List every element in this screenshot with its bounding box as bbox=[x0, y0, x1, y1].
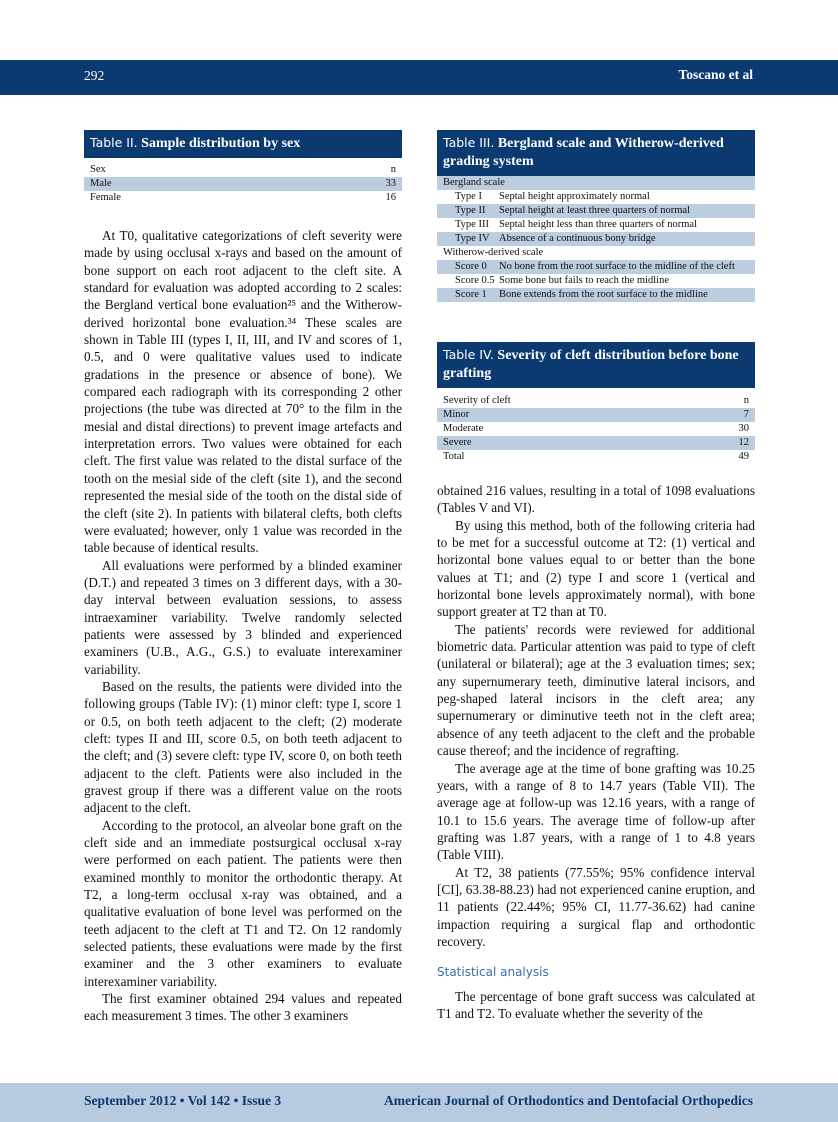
left-column bbox=[84, 227, 402, 1025]
cell: Type I bbox=[455, 191, 482, 202]
table-title bbox=[437, 342, 755, 388]
col-header: Sex bbox=[90, 164, 106, 175]
paragraph: Based on the results, the patients were divided into the following groups (Table IV): (1) minor cleft: type I, score 1 or 0.5, on both teeth adjacent to the cleft; (2) moderate cleft: types II and III, score 0.5, on both teeth adjacent to the cleft; and (3) severe cleft: type IV, score 0, on both teeth adjacent to the cleft. Patients were also included in the gravest group if there was a different value on the roots adjacent to the cleft. bbox=[84, 678, 402, 816]
table-caption: Bergland scale and Witherow-derived grading system bbox=[443, 136, 724, 169]
table-2 bbox=[84, 130, 402, 205]
cell: 30 bbox=[738, 423, 749, 434]
right-column bbox=[437, 482, 755, 1022]
cell: Type IV bbox=[455, 233, 490, 244]
paragraph: All evaluations were performed by a blinded examiner (D.T.) and repeated 3 times on 3 different days, with a 30-day interval between evaluation sessions, to assess intraexaminer variability. Twelve randomly selected patients were assessed by 3 blinded and experienced examiners (U.B., A.G., G.S.) to evaluate interexaminer variability. bbox=[84, 557, 402, 677]
table-row bbox=[437, 190, 755, 204]
cell: Bone extends from the root surface to the midline bbox=[499, 289, 708, 300]
journal-name: American Journal of Orthodontics and Dentofacial Orthopedics bbox=[384, 1093, 753, 1108]
section-row: Bergland scale bbox=[437, 176, 755, 190]
cell: Some bone but fails to reach the midline bbox=[499, 275, 669, 286]
table-label: Table III. bbox=[443, 135, 495, 150]
table-label: Table II. bbox=[90, 135, 138, 150]
issue-info: September 2012 • Vol 142 • Issue 3 bbox=[84, 1093, 282, 1108]
table-row bbox=[84, 191, 402, 205]
cell: Type II bbox=[455, 205, 486, 216]
cell: 12 bbox=[738, 437, 749, 448]
table-title bbox=[84, 130, 402, 158]
table-row bbox=[437, 260, 755, 274]
paragraph: At T2, 38 patients (77.55%; 95% confidence interval [CI], 63.38-88.23) had not experienced canine eruption, and 11 patients (22.44%; 95% CI, 11.77-36.62) had canine impaction requiring a surgical flap and orthodontic recovery. bbox=[437, 864, 755, 949]
cell: Total bbox=[443, 451, 465, 462]
table-row bbox=[437, 232, 755, 246]
paragraph: By using this method, both of the following criteria had to be met for a successful outcome at T2: (1) vertical and horizontal bone values equal to or better than the bone values at T1; and (2) type I and score 1 (vertical and horizontal bone levels approximately normal), with bone support greater at T2 than at T0. bbox=[437, 517, 755, 620]
cell: Score 1 bbox=[455, 289, 487, 300]
table-row bbox=[437, 408, 755, 422]
table-row bbox=[437, 204, 755, 218]
cell: Type III bbox=[455, 219, 489, 230]
paragraph: obtained 216 values, resulting in a total of 1098 evaluations (Tables V and VI). bbox=[437, 483, 755, 516]
table-row bbox=[437, 450, 755, 464]
paragraph: The percentage of bone graft success was calculated at T1 and T2. To evaluate whether the severity of the bbox=[437, 988, 755, 1021]
paragraph: The first examiner obtained 294 values and repeated each measurement 3 times. The other 3 examiners bbox=[84, 991, 402, 1024]
table-row bbox=[437, 422, 755, 436]
section-row: Witherow-derived scale bbox=[443, 247, 544, 258]
paragraph: According to the protocol, an alveolar bone graft on the cleft side and an immediate postsurgical occlusal x-ray were performed on each patient. The patients were then examined monthly to monitor the orthodontic therapy. At T2, a long-term occlusal x-ray was obtained, and a qualitative evaluation of bone level was performed on the teeth adjacent to the cleft at T1 and T2. On 12 randomly selected patients, these evaluations were made by the first examiner and the 3 other examiners to evaluate interexaminer variability. bbox=[84, 817, 402, 989]
col-header: n bbox=[743, 395, 749, 406]
cell: 33 bbox=[385, 178, 396, 189]
section-heading: Statistical analysis bbox=[437, 965, 549, 980]
table-caption: Sample distribution by sex bbox=[141, 136, 301, 151]
running-authors: Toscano et al bbox=[678, 67, 753, 82]
cell: Score 0.5 bbox=[455, 275, 495, 286]
table-row bbox=[437, 436, 755, 450]
paragraph: The average age at the time of bone grafting was 10.25 years, with a range of 8 to 14.7 years (Table VII). The average age at follow-up was 12.16 years, with a range of 10.1 to 15.6 years. The average time of follow-up after grafting was 1.87 years, with a range of 1 to 4.8 years (Table VIII). bbox=[437, 760, 755, 863]
table-row bbox=[437, 218, 755, 232]
page-number: 292 bbox=[84, 68, 105, 83]
cell: Female bbox=[90, 192, 121, 203]
cell: 49 bbox=[738, 451, 749, 462]
col-header: Severity of cleft bbox=[443, 395, 511, 406]
table-row bbox=[437, 274, 755, 288]
paragraph: At T0, qualitative categorizations of cleft severity were made by using occlusal x-rays and based on the amount of bone support on each root adjacent to the cleft site. A standard for evaluation was adopted according to 2 scales: the Bergland vertical bone evaluation²⁵ and the Witherow-derived horizontal bone evaluation.³⁴ These scales are shown in Table III (types I, II, III, and IV and scores of 1, 0.5, and 0 were qualitative values used to indicate gradations in the presence or absence of bone). We compared each radiograph with its corresponding 2 other projections (the tube was directed at 70° to the film in the mesial and distal directions) to prevent image artefacts and interpretation errors. Two values were obtained for each cleft. The first value was related to the distal surface of the tooth on the mesial side of the cleft (site 1), and the second represented the mesial side of the tooth on the distal side of the cleft (site 2). In patients with bilateral clefts, both clefts were evaluated; however, only 1 value was recorded in the table because of identical results. bbox=[84, 228, 402, 556]
table-title bbox=[437, 130, 755, 176]
table-label: Table IV. bbox=[443, 347, 494, 362]
cell: 7 bbox=[743, 409, 749, 420]
cell: Male bbox=[90, 178, 112, 189]
paragraph: The patients' records were reviewed for additional biometric data. Particular attention was paid to type of cleft (unilateral or bilateral); age at the 3 evaluation times; sex; any supernumerary teeth, diminutive lateral incisors, and peg-shaped lateral incisors in the cleft area; any supernumerary or diminutive teeth not in the cleft area; absence of any teeth adjacent to the cleft and the probable cause thereof; and the incidence of regrafting. bbox=[437, 621, 755, 759]
cell: Septal height approximately normal bbox=[499, 191, 650, 202]
table-3 bbox=[437, 130, 755, 302]
cell: Score 0 bbox=[455, 261, 487, 272]
cell: Septal height less than three quarters of normal bbox=[499, 219, 697, 230]
running-header bbox=[0, 60, 838, 95]
cell: 16 bbox=[385, 192, 396, 203]
table-row bbox=[84, 177, 402, 191]
table-row bbox=[437, 288, 755, 302]
table-4 bbox=[437, 342, 755, 464]
table-caption: Severity of cleft distribution before bone grafting bbox=[443, 348, 739, 381]
cell: Minor bbox=[443, 409, 470, 420]
col-header: n bbox=[390, 164, 396, 175]
cell: Moderate bbox=[443, 423, 484, 434]
cell: Absence of a continuous bony bridge bbox=[499, 233, 656, 244]
cell: Septal height at least three quarters of normal bbox=[499, 205, 690, 216]
running-footer bbox=[0, 1083, 838, 1122]
cell: No bone from the root surface to the midline of the cleft bbox=[499, 261, 735, 272]
cell: Severe bbox=[443, 437, 472, 448]
